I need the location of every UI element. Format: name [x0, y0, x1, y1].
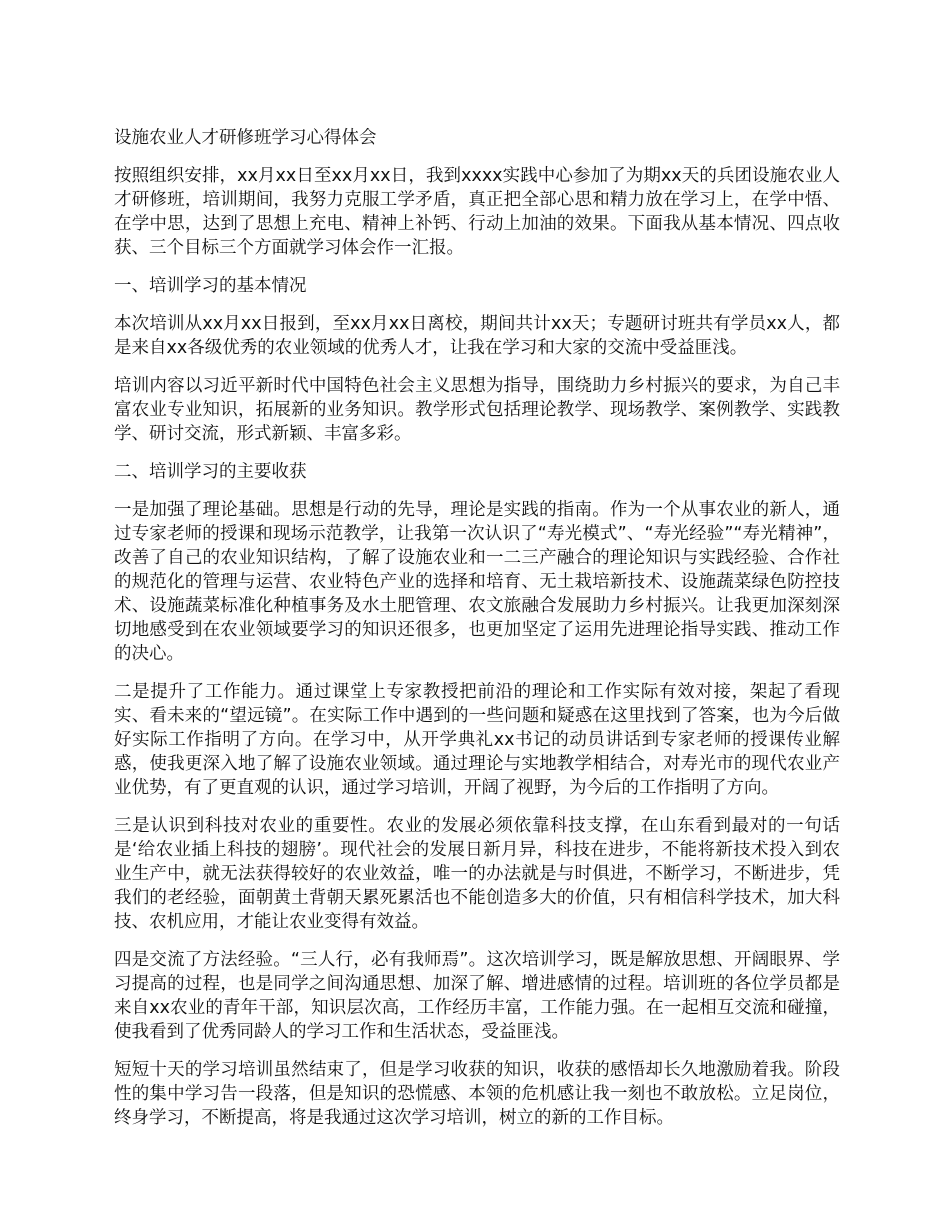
- intro-paragraph: 按照组织安排，xx月xx日至xx月xx日，我到xxxx实践中心参加了为期xx天的兵团设施农业人才研修班，培训期间，我努力克服工学矛盾，真正把全部心思和精力放在学习上，在学中悟、在学中思，达到了思想上充电、精神上补钙、行动上加油的效果。下面我从基本情况、四点收获、三个目标三个方面就学习体会作一汇报。: [114, 166, 840, 258]
- gain-paragraph-theory: 一是加强了理论基础。思想是行动的先导，理论是实践的指南。作为一个从事农业的新人，通过专家老师的授课和现场示范教学，让我第一次认识了“寿光模式”、“寿光经验”“寿光精神”，改善了自己的农业知识结构，了解了设施农业和一二三产融合的理论知识与实践经验、合作社的规范化的管理与运营、农业特色产业的选择和培育、无土栽培新技术、设施蔬菜绿色防控技术、设施蔬菜标准化种植事务及水土肥管理、农文旅融合发展助力乡村振兴。让我更加深刻深切地感受到在农业领域要学习的知识还很多，也更加坚定了运用先进理论指导实践、推动工作的决心。: [114, 500, 840, 664]
- gain-paragraph-ability: 二是提升了工作能力。通过课堂上专家教授把前沿的理论和工作实际有效对接，架起了看现实、看未来的“望远镜”。在实际工作中遇到的一些问题和疑惑在这里找到了答案，也为今后做好实际工作指明了方向。在学习中，从开学典礼xx书记的动员讲话到专家老师的授课传业解惑，使我更深入地了解了设施农业领域。通过理论与实地教学相结合，对寿光市的现代农业产业优势，有了更直观的认识，通过学习培训，开阔了视野，为今后的工作指明了方向。: [114, 682, 840, 798]
- section-heading-main-gains: 二、培训学习的主要收获: [114, 462, 307, 482]
- basic-info-paragraph-2: 培训内容以习近平新时代中国特色社会主义思想为指导，围绕助力乡村振兴的要求，为自己丰富农业专业知识，拓展新的业务知识。教学形式包括理论教学、现场教学、案例教学、实践教学、研讨交流，形式新颖、丰富多彩。: [114, 376, 840, 444]
- section-heading-basic-info: 一、培训学习的基本情况: [114, 276, 307, 296]
- document-title: 设施农业人才研修班学习心得体会: [114, 128, 377, 148]
- basic-info-paragraph-1: 本次培训从xx月xx日报到，至xx月xx日离校，期间共计xx天；专题研讨班共有学员xx人，都是来自xx各级优秀的农业领域的优秀人才，让我在学习和大家的交流中受益匪浅。: [114, 314, 840, 358]
- gain-paragraph-technology: 三是认识到科技对农业的重要性。农业的发展必须依靠科技支撑，在山东看到最对的一句话是‘给农业插上科技的翅膀’。现代社会的发展日新月异，科技在进步，不能将新技术投入到农业生产中，就无法获得较好的农业效益，唯一的办法就是与时俱进，不断学习，不断进步，凭我们的老经验，面朝黄土背朝天累死累活也不能创造多大的价值，只有相信科学技术，加大科技、农机应用，才能让农业变得有效益。: [114, 816, 840, 932]
- document-page: [114, 126, 840, 1144]
- conclusion-paragraph: 短短十天的学习培训虽然结束了，但是学习收获的知识，收获的感悟却长久地激励着我。阶段性的集中学习告一段落，但是知识的恐慌感、本领的危机感让我一刻也不敢放松。立足岗位，终身学习，不断提高，将是我通过这次学习培训，树立的新的工作目标。: [114, 1060, 840, 1128]
- gain-paragraph-exchange: 四是交流了方法经验。“三人行，必有我师焉”。这次培训学习，既是解放思想、开阔眼界、学习提高的过程，也是同学之间沟通思想、加深了解、增进感情的过程。培训班的各位学员都是来自xx农业的青年干部，知识层次高，工作经历丰富，工作能力强。在一起相互交流和碰撞，使我看到了优秀同龄人的学习工作和生活状态，受益匪浅。: [114, 950, 840, 1042]
